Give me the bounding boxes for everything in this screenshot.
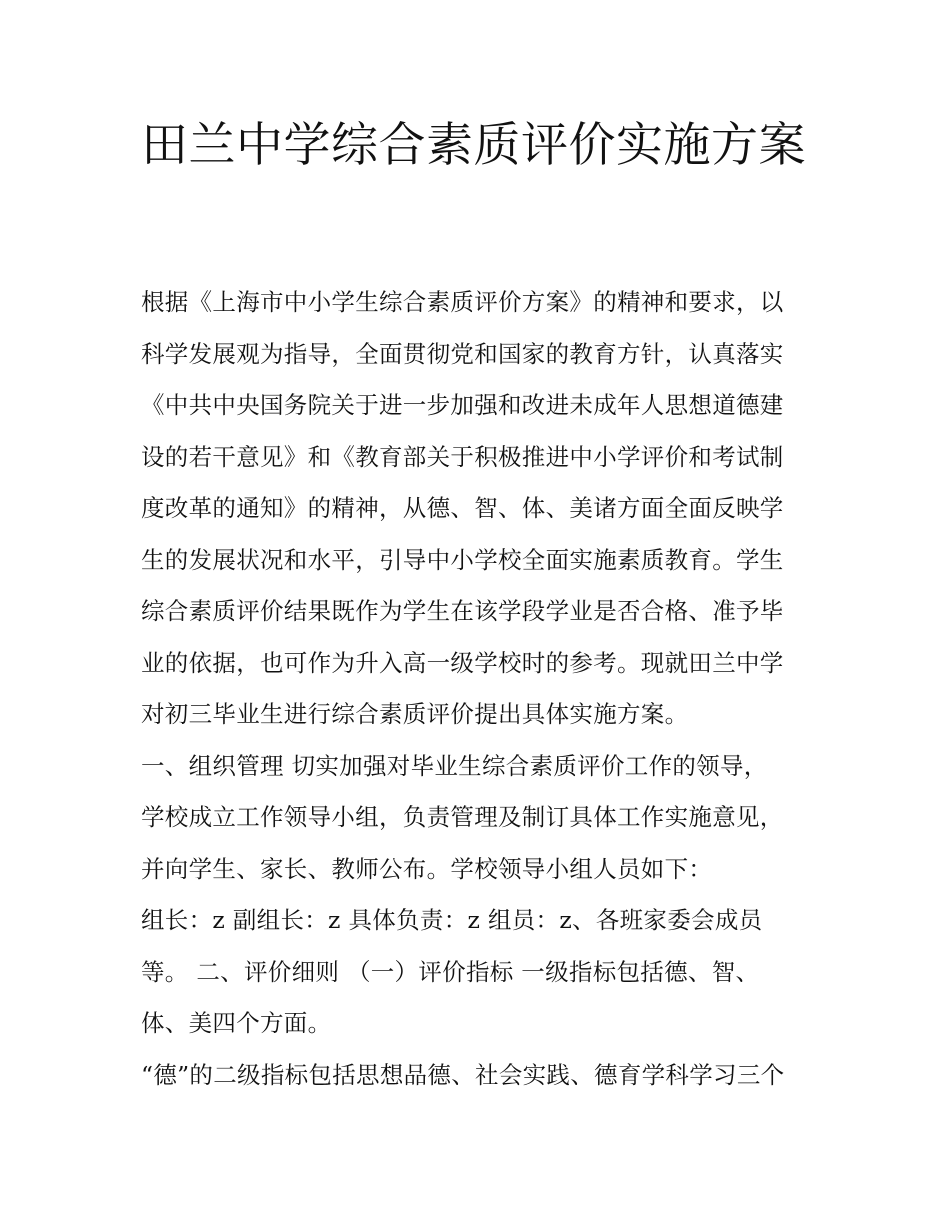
body-line: 体、美四个方面。 [141, 1009, 332, 1037]
section-heading-line: 一、组织管理 切实加强对毕业生综合素质评价工作的领导， [141, 751, 768, 780]
body-line: 科学发展观为指导，全面贯彻党和国家的教育方针，认真落实 [141, 339, 784, 368]
body-line: 《中共中央国务院关于进一步加强和改进未成年人思想道德建 [141, 391, 784, 419]
body-line: 生的发展状况和水平，引导中小学校全面实施素质教育。学生 [141, 545, 784, 574]
body-line: 设的若干意见》和《教育部关于积极推进中小学评价和考试制 [141, 442, 784, 471]
body-line: 对初三毕业生进行综合素质评价提出具体实施方案。 [141, 700, 689, 728]
body-line: 综合素质评价结果既作为学生在该学段学业是否合格、准予毕 [141, 597, 784, 625]
body-line: 并向学生、家长、教师公布。学校领导小组人员如下： [141, 854, 713, 883]
member-list-line: 组长：z 副组长：z 具体负责：z 组员：z、各班家委会成员 [141, 906, 763, 934]
body-line: 学校成立工作领导小组，负责管理及制订具体工作实施意见， [141, 803, 784, 831]
section-heading-line: 等。 二、评价细则 （一）评价指标 一级指标包括德、智、 [141, 957, 760, 986]
document-title: 田兰中学综合素质评价实施方案 [141, 118, 806, 173]
body-line: 业的依据，也可作为升入高一级学校时的参考。现就田兰中学 [141, 648, 784, 677]
body-line: 根据《上海市中小学生综合素质评价方案》的精神和要求，以 [141, 288, 784, 316]
body-line: “德”的二级指标包括思想品德、社会实践、德育学科学习三个 [141, 1060, 785, 1089]
body-line: 度改革的通知》的精神，从德、智、体、美诸方面全面反映学 [141, 494, 784, 522]
document-body [141, 280, 821, 1104]
